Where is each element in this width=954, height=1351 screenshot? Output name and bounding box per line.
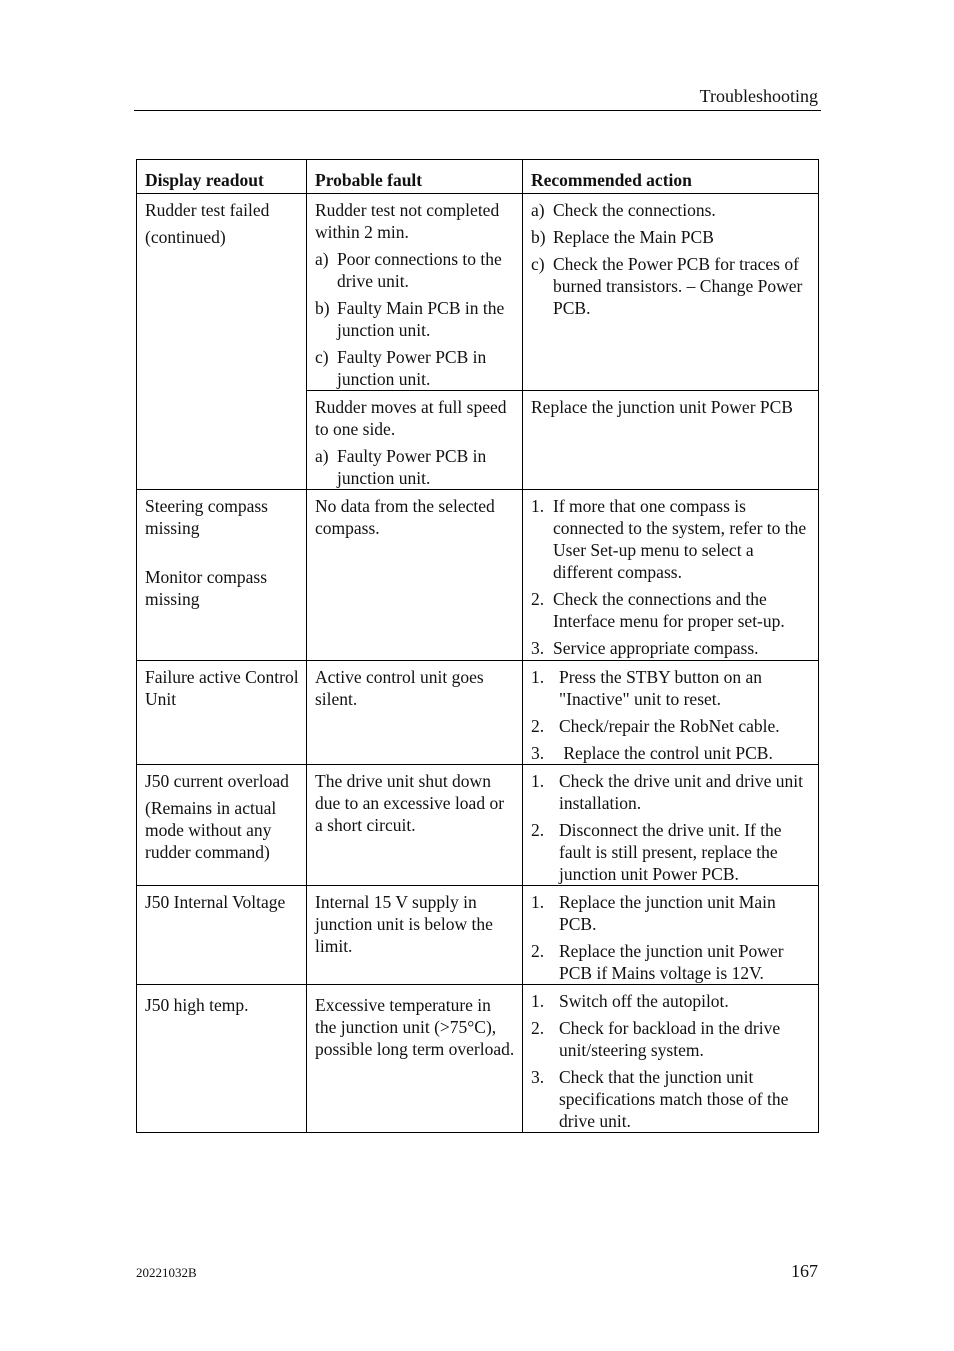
readout-text: J50 high temp. <box>145 995 249 1015</box>
list-item <box>531 199 812 221</box>
list-text: Check/repair the RobNet cable. <box>559 716 780 736</box>
list-marker: 2. <box>531 589 545 609</box>
probable-fault-cell <box>307 661 523 765</box>
list-text: Replace the junction unit Power PCB if Mains voltage is 12V. <box>559 941 784 983</box>
list-item <box>531 715 812 737</box>
table-header-row <box>137 160 819 194</box>
list-text: Switch off the autopilot. <box>559 991 729 1011</box>
list-text: Replace the Main PCB <box>553 227 714 247</box>
list-item <box>531 666 812 710</box>
list-marker: b) <box>315 298 330 318</box>
list-item <box>531 226 812 248</box>
list-marker: 2. <box>531 820 545 840</box>
table-row <box>137 985 819 1133</box>
list-marker: a) <box>315 249 329 269</box>
spacer <box>145 544 300 566</box>
table-row <box>137 194 819 391</box>
list-item <box>531 742 812 764</box>
list-text: Press the STBY button on an "Inactive" unit to reset. <box>559 667 763 709</box>
list-text: If more that one compass is connected to the system, refer to the User Set-up menu to select a different compass. <box>553 496 807 582</box>
page-header-title: Troubleshooting <box>699 86 818 106</box>
recommended-action-cell <box>523 194 819 391</box>
readout-text: Failure active Control Unit <box>145 667 299 709</box>
table-row <box>137 886 819 985</box>
fault-text: Rudder test not completed within 2 min. <box>315 200 500 242</box>
list-marker: 1. <box>531 771 545 791</box>
probable-fault-cell <box>307 194 523 391</box>
list-item <box>531 253 812 319</box>
document-code: 20221032B <box>136 1265 197 1280</box>
recommended-action-cell <box>523 886 819 985</box>
list-item <box>531 770 812 814</box>
list-item <box>315 346 516 390</box>
list-marker: 1. <box>531 667 545 687</box>
list-text: Check the drive unit and drive unit installation. <box>559 771 803 813</box>
list-item <box>531 819 812 885</box>
probable-fault-cell <box>307 886 523 985</box>
fault-text: Rudder moves at full speed to one side. <box>315 397 507 439</box>
list-text: Poor connections to the drive unit. <box>337 249 502 291</box>
display-readout-cell <box>137 985 307 1133</box>
list-text: Faulty Main PCB in the junction unit. <box>337 298 505 340</box>
list-text: Check the connections and the Interface menu for proper set-up. <box>553 589 785 631</box>
column-header-recommended-action: Recommended action <box>523 160 819 194</box>
list-item <box>531 990 812 1012</box>
readout-text: Monitor compass missing <box>145 567 268 609</box>
probable-fault-cell <box>307 391 523 490</box>
probable-fault-cell <box>307 985 523 1133</box>
action-text: Replace the junction unit Power PCB <box>531 397 793 417</box>
readout-text: Steering compass missing <box>145 496 268 538</box>
troubleshooting-table <box>136 159 819 1133</box>
list-item <box>531 588 812 632</box>
readout-text: J50 current overload <box>145 771 289 791</box>
header-rule <box>134 110 821 111</box>
recommended-action-cell <box>523 985 819 1133</box>
fault-text: Active control unit goes silent. <box>315 667 484 709</box>
list-text: Replace the control unit PCB. <box>559 743 773 763</box>
list-text: Disconnect the drive unit. If the fault is still present, replace the junction unit Power PCB. <box>559 820 782 884</box>
list-marker: 3. <box>531 1067 545 1087</box>
list-text: Check the Power PCB for traces of burned transistors. – Change Power PCB. <box>553 254 803 318</box>
list-marker: 1. <box>531 991 545 1011</box>
readout-text: Rudder test failed <box>145 200 270 220</box>
list-marker: 3. <box>531 638 545 658</box>
list-marker: 1. <box>531 892 545 912</box>
probable-fault-cell <box>307 490 523 661</box>
recommended-action-cell <box>523 391 819 490</box>
list-marker: a) <box>531 200 545 220</box>
list-marker: 3. <box>531 743 545 763</box>
list-marker: a) <box>315 446 329 466</box>
list-item <box>315 445 516 489</box>
display-readout-cell <box>137 765 307 886</box>
list-marker: 2. <box>531 941 545 961</box>
list-marker: 1. <box>531 496 545 516</box>
recommended-action-cell <box>523 661 819 765</box>
list-text: Faulty Power PCB in junction unit. <box>337 347 487 389</box>
list-marker: b) <box>531 227 546 247</box>
list-item <box>531 637 812 659</box>
column-header-display-readout: Display readout <box>137 160 307 194</box>
list-item <box>531 891 812 935</box>
list-marker: 2. <box>531 716 545 736</box>
readout-text: J50 Internal Voltage <box>145 892 286 912</box>
fault-text: Excessive temperature in the junction unit (>75°C), possible long term overload. <box>315 995 515 1059</box>
recommended-action-cell <box>523 490 819 661</box>
list-text: Check the connections. <box>553 200 716 220</box>
column-header-probable-fault: Probable fault <box>307 160 523 194</box>
list-text: Replace the junction unit Main PCB. <box>559 892 776 934</box>
list-item <box>531 1066 812 1132</box>
list-item <box>531 495 812 583</box>
list-item <box>531 940 812 984</box>
table-row <box>137 490 819 661</box>
page-number: 167 <box>791 1261 818 1281</box>
display-readout-cell <box>137 490 307 661</box>
list-item <box>315 297 516 341</box>
display-readout-cell <box>137 661 307 765</box>
list-text: Service appropriate compass. <box>553 638 759 658</box>
recommended-action-cell <box>523 765 819 886</box>
list-marker: c) <box>531 254 545 274</box>
display-readout-cell <box>137 194 307 490</box>
display-readout-cell <box>137 886 307 985</box>
fault-text: No data from the selected compass. <box>315 496 495 538</box>
table-row <box>137 765 819 886</box>
list-item <box>315 248 516 292</box>
fault-text: Internal 15 V supply in junction unit is below the limit. <box>315 892 493 956</box>
readout-text: (continued) <box>145 227 226 247</box>
list-marker: 2. <box>531 1018 545 1038</box>
list-text: Check that the junction unit specifications match those of the drive unit. <box>559 1067 789 1131</box>
fault-text: The drive unit shut down due to an excessive load or a short circuit. <box>315 771 505 835</box>
list-marker: c) <box>315 347 329 367</box>
list-text: Faulty Power PCB in junction unit. <box>337 446 487 488</box>
probable-fault-cell <box>307 765 523 886</box>
list-text: Check for backload in the drive unit/steering system. <box>559 1018 781 1060</box>
table-row <box>137 661 819 765</box>
list-item <box>531 1017 812 1061</box>
readout-text: (Remains in actual mode without any rudder command) <box>145 798 277 862</box>
